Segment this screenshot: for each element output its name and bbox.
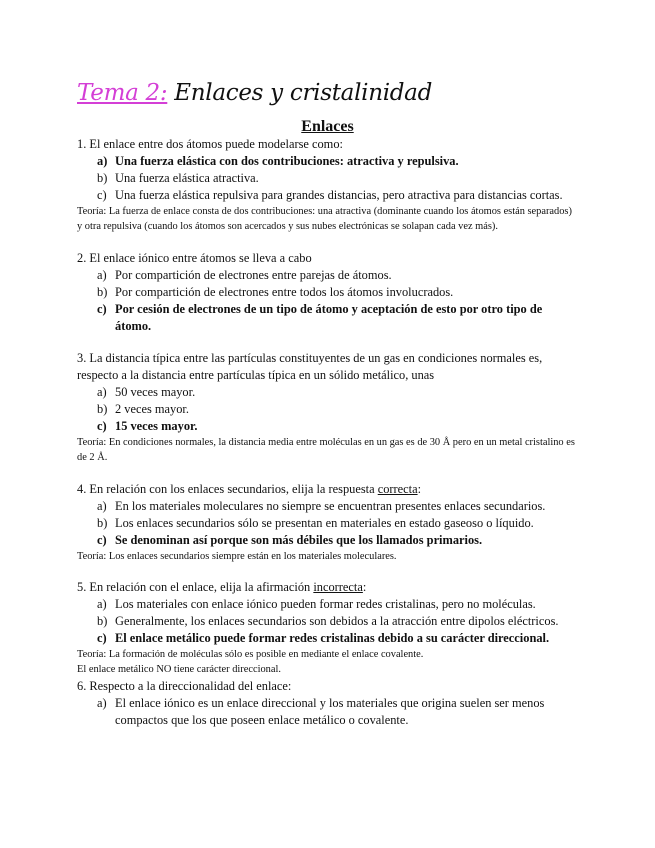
question-5-option-c	[77, 630, 577, 647]
question-4-stem	[77, 481, 577, 498]
question-4-option-a	[77, 498, 577, 515]
question-6-stem: 6. Respecto a la direccionalidad del enlace:	[77, 678, 292, 693]
question-5-theory-line-1: Teoría: La formación de moléculas sólo es posible en mediante el enlace covalente.	[77, 649, 424, 661]
question-1-stem: 1. El enlace entre dos átomos puede modelarse como:	[77, 137, 343, 151]
question-1-option-c	[77, 187, 577, 204]
stem-text: 4. En relación con los enlaces secundarios, elija la respuesta	[77, 481, 378, 496]
option-letter: a)	[97, 498, 107, 513]
question-2-option-a	[77, 267, 577, 284]
question-4-option-c	[77, 532, 577, 549]
stem-underlined-word: incorrecta	[313, 580, 363, 595]
question-5-option-a	[77, 596, 577, 613]
question-1-option-b	[77, 170, 577, 187]
question-3-option-a	[77, 384, 577, 401]
option-text: Por compartición de electrones entre parejas de átomos.	[115, 267, 392, 282]
question-3-theory: Teoría: En condiciones normales, la distancia media entre moléculas en un gas es de 30 Å pero en un metal cristalino es de 2 Å.	[77, 436, 575, 464]
option-text: El enlace metálico puede formar redes cristalinas debido a su carácter direccional.	[115, 631, 550, 646]
option-text: Una fuerza elástica repulsiva para grandes distancias, pero atractiva para distancias cortas.	[115, 188, 563, 202]
question-list	[77, 136, 577, 729]
question-5-theory-line-2: El enlace metálico NO tiene carácter direccional.	[77, 664, 281, 676]
question-2-option-c	[77, 301, 577, 335]
option-letter: c)	[97, 301, 107, 316]
question-3-option-c	[77, 418, 577, 435]
option-text: Una fuerza elástica atractiva.	[115, 171, 259, 185]
option-letter: c)	[97, 631, 107, 646]
option-text: Se denominan así porque son más débiles que los llamados primarios.	[115, 532, 483, 547]
question-2-option-b	[77, 284, 577, 301]
option-letter: a)	[97, 154, 108, 168]
title-prefix: Tema 2:	[77, 80, 168, 106]
option-letter: b)	[97, 614, 108, 629]
question-1-option-a	[77, 153, 577, 170]
section-heading: Enlaces	[301, 118, 354, 135]
question-4-option-b	[77, 515, 577, 532]
option-text: Los materiales con enlace iónico pueden formar redes cristalinas, pero no moléculas.	[115, 597, 536, 612]
question-5-option-b	[77, 613, 577, 630]
option-letter: b)	[97, 171, 108, 185]
stem-underlined-word: correcta	[377, 481, 418, 496]
question-3-stem: 3. La distancia típica entre las partículas constituyentes de un gas en condiciones normales es, respecto a la distancia entre partículas típica en un sólido metálico, unas	[77, 350, 543, 382]
option-letter: a)	[97, 695, 107, 710]
option-letter: a)	[97, 597, 107, 612]
question-3-option-b	[77, 401, 577, 418]
option-letter: c)	[97, 532, 107, 547]
option-text: En los materiales moleculares no siempre se encuentran presentes enlaces secundarios.	[115, 498, 546, 513]
option-text: 50 veces mayor.	[115, 384, 196, 399]
option-text: Una fuerza elástica con dos contribuciones: atractiva y repulsiva.	[115, 154, 459, 168]
option-letter: a)	[97, 384, 107, 399]
option-text: Generalmente, los enlaces secundarios son debidos a la atracción entre dipolos eléctricos.	[115, 614, 559, 629]
option-text: El enlace iónico es un enlace direccional y los materiales que origina suelen ser menos compactos que los que poseen enlace metálico o covalente.	[115, 695, 545, 727]
option-letter: a)	[97, 267, 107, 282]
question-4-theory: Teoría: Los enlaces secundarios siempre están en los materiales moleculares.	[77, 550, 397, 562]
option-text: 2 veces mayor.	[115, 401, 189, 416]
option-letter: c)	[97, 188, 107, 202]
option-letter: b)	[97, 401, 108, 416]
question-2-stem: 2. El enlace iónico entre átomos se lleva a cabo	[77, 250, 312, 265]
question-1-theory: Teoría: La fuerza de enlace consta de dos contribuciones: una atractiva (dominante cuando los átomos están separados) y otra repulsiva (cuando los átomos son acercados y sus nubes electrónicas se solapan cada vez más).	[77, 206, 572, 233]
stem-end: :	[417, 481, 422, 496]
option-letter: b)	[97, 515, 108, 530]
question-5-stem	[77, 579, 577, 596]
question-6-option-a	[77, 695, 577, 729]
option-text: Los enlaces secundarios sólo se presentan en materiales en estado gaseoso o líquido.	[115, 515, 534, 530]
option-text: 15 veces mayor.	[115, 418, 198, 433]
stem-end: :	[362, 580, 367, 595]
option-letter: b)	[97, 284, 108, 299]
option-text: Por cesión de electrones de un tipo de átomo y aceptación de esto por otro tipo de átomo.	[115, 301, 543, 333]
option-text: Por compartición de electrones entre todos los átomos involucrados.	[115, 284, 454, 299]
title-text: Enlaces y cristalinidad	[167, 80, 433, 106]
page-title	[77, 80, 432, 106]
stem-text: 5. En relación con el enlace, elija la afirmación	[77, 580, 314, 595]
option-letter: c)	[97, 418, 107, 433]
